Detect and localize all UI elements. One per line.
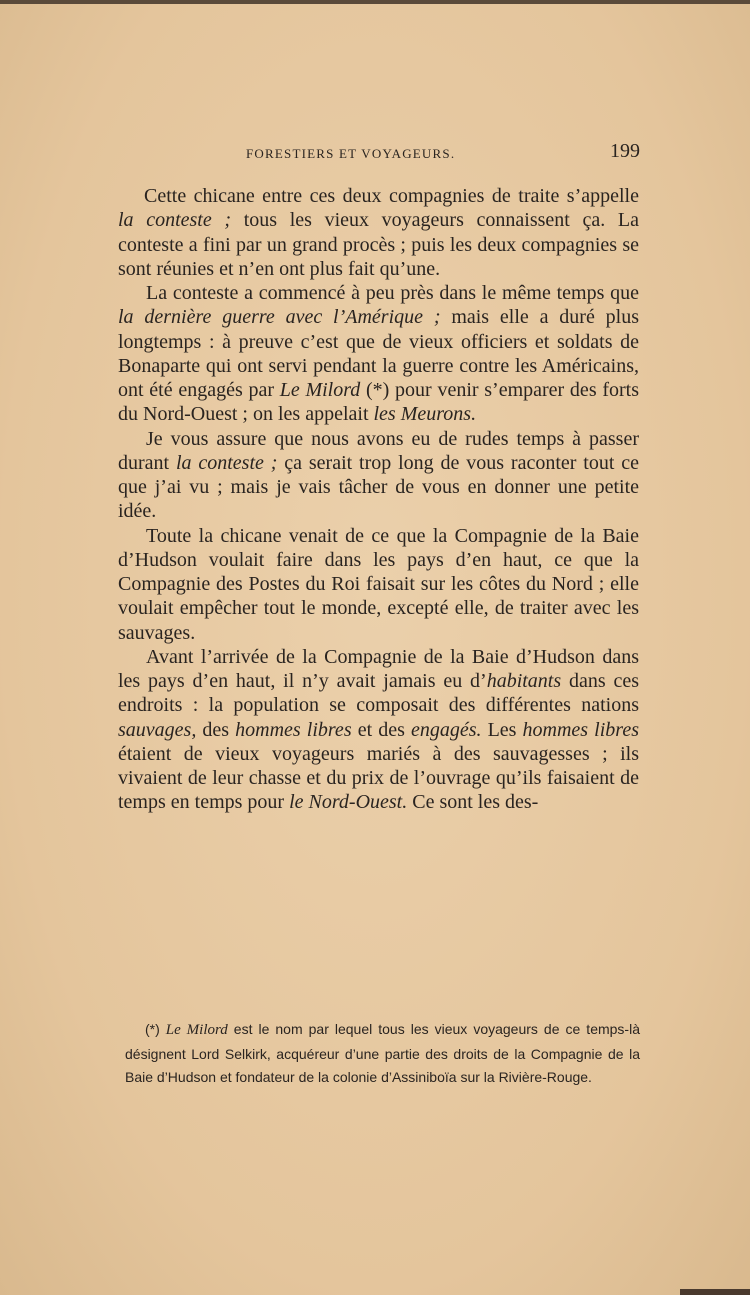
text-run: Les <box>481 718 523 741</box>
italic-run: les Meurons. <box>373 403 477 426</box>
footnote <box>125 1018 640 1090</box>
text-run: Je vous assure que nous avons eu de rudes temps à passer durant <box>118 427 639 474</box>
text-run: Avant l’arrivée de la Compagnie de la Baie d’Hudson dans les pays d’en haut, il n’y avait jamais eu d’ <box>118 645 639 692</box>
running-head <box>120 138 640 168</box>
page-top-edge <box>0 0 750 4</box>
text-run: ça serait trop long de vous raconter tout ce que j’ai vu ; mais je vais tâcher de vous en donner une petite idée. <box>118 451 640 523</box>
text-run: Ce sont les des- <box>407 791 539 814</box>
paragraph <box>118 524 639 645</box>
text-run: tous les vieux voyageurs connaissent ça. La conteste a fini par un grand procès ; puis les deux compagnies se sont réunies et n’en ont plus fait qu’une. <box>118 209 639 280</box>
text-run: et des <box>351 718 411 741</box>
text-run: étaient de vieux voyageurs mariés à des sauvagesses ; ils vivaient de leur chasse et du prix de l’ouvrage qu’ils faisaient de temps en temps pour <box>118 742 639 814</box>
italic-run: habitants <box>486 670 562 692</box>
italic-run: la conteste ; <box>175 451 278 474</box>
italic-run: la dernière guerre avec l’Amérique ; <box>118 306 441 329</box>
page-number: 199 <box>610 140 640 162</box>
paragraph <box>118 645 639 815</box>
running-title: FORESTIERS ET VOYAGEURS. <box>246 146 456 161</box>
text-run: (*) pour venir s’emparer des forts du Nord-Ouest ; on les appelait <box>118 379 639 426</box>
page-bottom-edge <box>680 1289 750 1295</box>
paragraph <box>118 281 639 427</box>
italic-run: Le Milord <box>279 379 361 401</box>
italic-run: la conteste ; <box>118 209 232 232</box>
italic-run: hommes libres <box>235 718 352 741</box>
text-run: La conteste a commencé à peu près dans le même temps que <box>146 282 639 304</box>
text-run: des <box>196 718 236 741</box>
text-run: dans ces endroits : la population se composait des différentes nations <box>118 670 639 717</box>
italic-run: Le Milord <box>165 1022 228 1038</box>
italic-run: le Nord-Ouest. <box>289 791 408 814</box>
text-run: (*) <box>145 1021 166 1037</box>
text-run: Cette chicane entre ces deux compagnies de traite s’appelle <box>144 185 639 207</box>
body-text <box>118 184 639 815</box>
paragraph <box>118 427 639 524</box>
text-run: est le nom par lequel tous les vieux voyageurs de ce temps-là désignent Lord Selkirk, acquéreur d’une partie des droits de la Compagnie de la Baie d’Hudson et fondateur de la colonie d’Assiniboïa sur la Rivière-Rouge. <box>125 1021 640 1085</box>
italic-run: sauvages, <box>118 718 197 741</box>
text-run: mais elle a duré plus longtemps : à preuve c’est que de vieux officiers et soldats de Bonaparte qui ont servi pendant la guerre contre les Américains, ont été engagés par <box>118 306 639 401</box>
footnote-text <box>125 1018 640 1090</box>
text-run: Toute la chicane venait de ce que la Compagnie de la Baie d’Hudson voulait faire dans les pays d’en haut, ce que la Compagnie des Postes du Roi faisait sur les côtes du Nord ; elle voulait empêcher tout le monde, excepté elle, de traiter avec les sauvages. <box>118 524 639 644</box>
italic-run: engagés. <box>410 718 482 741</box>
paragraph <box>118 184 639 281</box>
italic-run: hommes libres <box>522 718 639 741</box>
